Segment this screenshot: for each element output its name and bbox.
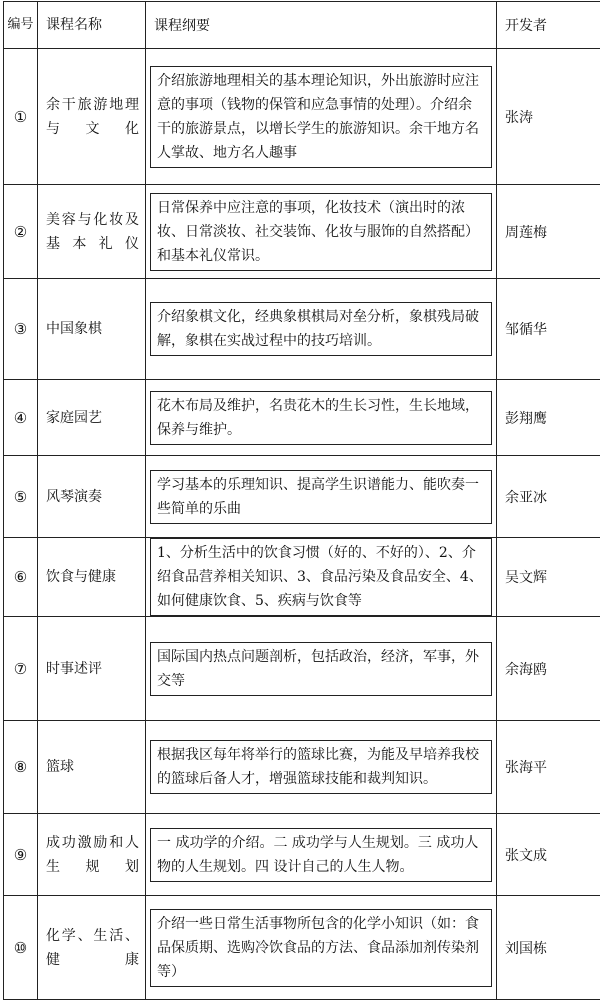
course-name: 时事述评 [38,657,145,681]
table-row [4,814,600,896]
course-outline: 花木布局及维护，名贵花木的生长习性，生长地域，保养与维护。 [150,391,492,445]
course-outline: 日常保养中应注意的事项，化妆技术（演出时的浓妆、日常淡妆、社交装饰、化妆与服饰的自然搭配）和基本礼仪常识。 [150,193,492,271]
table-row [4,896,600,1000]
course-developer: 余亚冰 [497,487,600,507]
course-outline: 介绍象棋文化，经典象棋棋局对垒分析，象棋残局破解，象棋在实战过程中的技巧培训。 [150,302,492,356]
header-number: 编号 [4,2,38,49]
course-name: 风琴演奏 [38,485,145,509]
course-developer: 彭翔鹰 [497,408,600,428]
course-developer: 张涛 [497,107,600,127]
course-name: 美容与化妆及基本礼仪 [38,208,145,256]
course-table [3,1,600,1000]
row-number: ⑤ [14,488,27,506]
course-name: 中国象棋 [38,317,145,341]
course-developer: 吴文辉 [497,567,600,587]
course-developer: 周莲梅 [497,222,600,242]
table-row [4,617,600,721]
row-number: ⑥ [14,568,27,586]
row-number: ③ [14,320,27,338]
row-number: ⑩ [14,939,27,957]
course-outline: 介绍旅游地理相关的基本理论知识，外出旅游时应注意的事项（钱物的保管和应急事情的处理）。介绍余干的旅游景点，以增长学生的旅游知识。余干地方名人掌故、地方名人趣事 [150,66,492,168]
table-row [4,380,600,456]
table-row [4,721,600,814]
course-outline: 根据我区每年将举行的篮球比赛，为能及早培养我校的篮球后备人才，增强篮球技能和裁判知识。 [150,740,492,794]
course-developer: 张文成 [497,845,600,865]
row-number: ① [14,108,27,126]
course-outline: 国际国内热点问题剖析，包括政治，经济，军事，外交等 [150,642,492,696]
table-row [4,49,600,185]
row-number: ⑧ [14,758,27,776]
row-number: ④ [14,409,27,427]
header-developer: 开发者 [497,15,600,35]
course-developer: 刘国栋 [497,938,600,958]
row-number: ⑨ [14,846,27,864]
course-name: 余干旅游地理与文化 [38,93,145,141]
header-course-name: 课程名称 [38,13,145,37]
course-outline: 1、分析生活中的饮食习惯（好的、不好的）、2、介绍食品营养相关知识、3、食品污染及食品安全、4、如何健康饮食、5、疾病与饮食等 [150,538,492,616]
course-outline: 一 成功学的介绍。二 成功学与人生规划。三 成功人物的人生规划。四 设计自己的人生人物。 [150,828,492,882]
table-header-row [4,2,600,49]
row-number: ⑦ [14,660,27,678]
course-name: 篮球 [38,755,145,779]
course-outline: 介绍一些日常生活事物所包含的化学小知识（如：食品保质期、选购冷饮食品的方法、食品添加剂传染剂等） [150,909,492,987]
table-row [4,279,600,380]
header-course-outline: 课程纲要 [146,15,496,35]
course-developer: 余海鸥 [497,659,600,679]
course-name: 家庭园艺 [38,406,145,430]
table-row [4,538,600,617]
table-row [4,456,600,538]
course-developer: 张海平 [497,757,600,777]
table-row [4,185,600,279]
row-number: ② [14,223,27,241]
course-name: 饮食与健康 [38,565,145,589]
course-outline: 学习基本的乐理知识、提高学生识谱能力、能吹奏一些简单的乐曲 [150,470,492,524]
course-name: 成功激励和人生规划 [38,831,145,879]
course-name: 化学、生活、健康 [38,924,145,972]
course-developer: 邹循华 [497,319,600,339]
